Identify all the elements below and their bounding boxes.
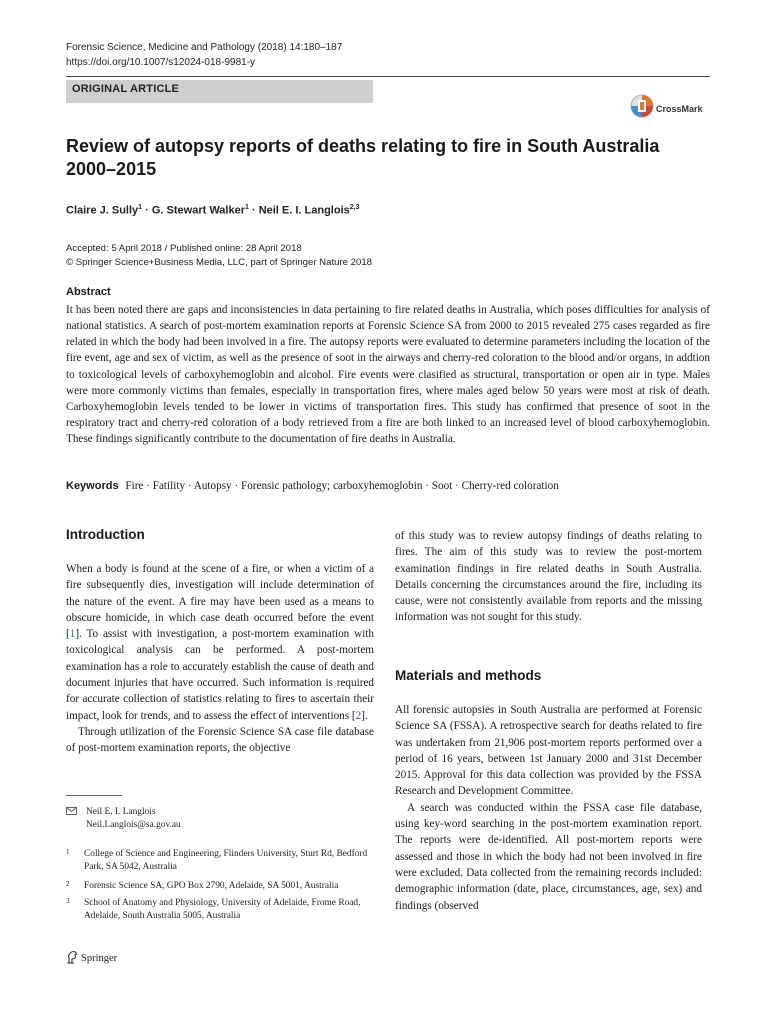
corresponding-author-email[interactable]: Neil.Langlois@sa.gov.au — [86, 820, 181, 831]
introduction-continued: of this study was to review autopsy findings of deaths relating to fires. The aim of this study was to review the post-mortem examination findings in fire related deaths in South Australia. Details concerning the circumstances around the fire, including its cause, were not consistently available from reports and the missing information was not sought for this study. — [395, 530, 702, 624]
keywords — [66, 480, 710, 492]
abstract-text: It has been noted there are gaps and inconsistencies in data pertaining to fire related deaths in Australia, which poses difficulties for analysis of national statistics. A search of post-mortem examination reports at Forensic Science SA from 2000 to 2015 revealed 275 cases regarded as fire related in which the body had been involved in a fire. The autopsy reports were evaluated to determine parameters including the location of the fire event, age and sex of victim, as well as the presence of soot in the airways and cherry-red coloration to the blood and/or organs, in addtion to toxicological levels of carboxyhemoglobin and alcohol. Fire events were clasified as structural, transportation or open air in type. Males were more commonly victims than females, especially in transportation fires, where males aged below 50 years were most at risk of death. Carboxyhemoglobin levels tended to be lower in victims of transportation fires. This study has confirmed that presence of soot in the respiratory tract and cherry-red coloration of a body retrieved from a fire are both linked to an increased level of blood carboxyhemoglobin. These findings significantly contribute to the documentation of fire deaths in Australia. — [66, 304, 710, 446]
intro-paragraph — [66, 561, 374, 724]
springer-logo — [66, 950, 117, 967]
corresponding-author — [66, 806, 374, 833]
copyright-line — [66, 256, 372, 270]
doi-link[interactable]: https://doi.org/10.1007/s12024-018-9981-y — [66, 57, 256, 68]
affiliation-number: 3 — [66, 897, 70, 905]
springer-wordmark: Springer — [81, 953, 118, 964]
author-name[interactable]: G. Stewart Walker — [151, 204, 245, 217]
methods-paragraph: All forensic autopsies in South Australia are performed at Forensic Science SA (FSSA). A retrospective search for deaths related to fire was undertaken from 21,906 post-mortem reports performed over a period of 16 years, between 1st January 2000 and 31st December 2015. Approval for this data collection was provided by the FSSA Research and Development Committee. — [395, 704, 702, 798]
journal-citation — [66, 40, 342, 70]
abstract-heading: Abstract — [66, 286, 111, 298]
springer-horse-icon — [66, 950, 78, 967]
author-separator: · — [251, 204, 256, 217]
intro-text: ]. — [361, 709, 368, 722]
citation-link[interactable]: 2 — [355, 709, 362, 722]
author-separator: · — [145, 204, 149, 217]
introduction-heading: Introduction — [66, 527, 145, 542]
envelope-icon — [66, 807, 77, 820]
affiliation-text: School of Anatomy and Physiology, University of Adelaide, Frome Road, Adelaide, South Australia 5005, Australia — [84, 898, 361, 922]
affiliation-marker: 1 — [244, 204, 249, 211]
keywords-list: Fire · Fatility · Autopsy · Forensic pathology; carboxyhemoglobin · Soot · Cherry-red coloration — [125, 480, 559, 492]
author-name[interactable]: Neil E. I. Langlois — [258, 204, 350, 217]
copyright-icon: © — [66, 257, 74, 268]
intro-paragraph: Through utilization of the Forensic Science SA case file database of post-mortem examination reports, the objective — [66, 725, 374, 755]
introduction-body — [66, 561, 374, 757]
affiliation-text: Forensic Science SA, GPO Box 2790, Adelaide, SA 5001, Australia — [84, 881, 339, 891]
header-rule — [66, 76, 710, 77]
journal-line: Forensic Science, Medicine and Pathology (2018) 14:180–187 — [66, 42, 343, 53]
affiliation — [66, 880, 374, 893]
methods-paragraph: A search was conducted within the FSSA case file database, using key-word searching in the post-mortem examination report. The reports were de-identified. All post-mortem reports were assessed and those in which the body had not been involved in fire were excluded. Data collected from the remaining records included: demographic information (date, place, circumstances, age, sex) and findings (observed — [395, 801, 702, 912]
keywords-label: Keywords — [66, 480, 119, 492]
affiliation-number: 2 — [66, 880, 70, 888]
affiliation-number: 1 — [66, 848, 70, 856]
article-type-label: ORIGINAL ARTICLE — [66, 80, 373, 103]
publication-dates — [66, 242, 372, 270]
intro-text: ]. To assist with investigation, a post-mortem examination with toxicological analysis can be performed. A post-mortem examination has a role to accurately establish the cause of death and document injuries that have occurred. Such information is required for accurate collection of statistics relating to fires to ascertain their impact, look for trends, and to assess the effect of interventions [ — [66, 628, 374, 722]
citation-link[interactable]: 1 — [69, 628, 76, 641]
author-list — [66, 204, 360, 217]
affiliation-marker: 1 — [138, 204, 143, 211]
copyright-text: Springer Science+Business Media, LLC, part of Springer Nature 2018 — [75, 257, 372, 268]
crossmark-label: CrossMark — [656, 103, 703, 114]
accepted-published-dates: Accepted: 5 April 2018 / Published online: 28 April 2018 — [66, 243, 302, 254]
intro-text: When a body is found at the scene of a fire, or when a victim of a fire subsequently dies, investigation will include determination of the nature of the event. A fire may have been used as a means to obscure homicide, in which case death occurred before the event [ — [66, 563, 374, 641]
footnote-rule — [66, 795, 122, 796]
corresponding-author-name: Neil E. I. Langlois — [86, 807, 156, 817]
affiliation-text: College of Science and Engineering, Flinders University, Sturt Rd, Bedford Park, SA 5042, Australia — [84, 849, 368, 873]
crossmark-icon — [630, 94, 654, 123]
affiliation — [66, 848, 374, 875]
article-title: Review of autopsy reports of deaths relating to fire in South Australia 2000–2015 — [66, 136, 660, 179]
author-name[interactable]: Claire J. Sully — [66, 204, 139, 217]
methods-body — [395, 702, 702, 914]
crossmark-badge[interactable] — [630, 94, 703, 123]
affiliation — [66, 897, 374, 924]
methods-heading: Materials and methods — [395, 668, 542, 683]
affiliation-marker: 2,3 — [349, 204, 360, 211]
